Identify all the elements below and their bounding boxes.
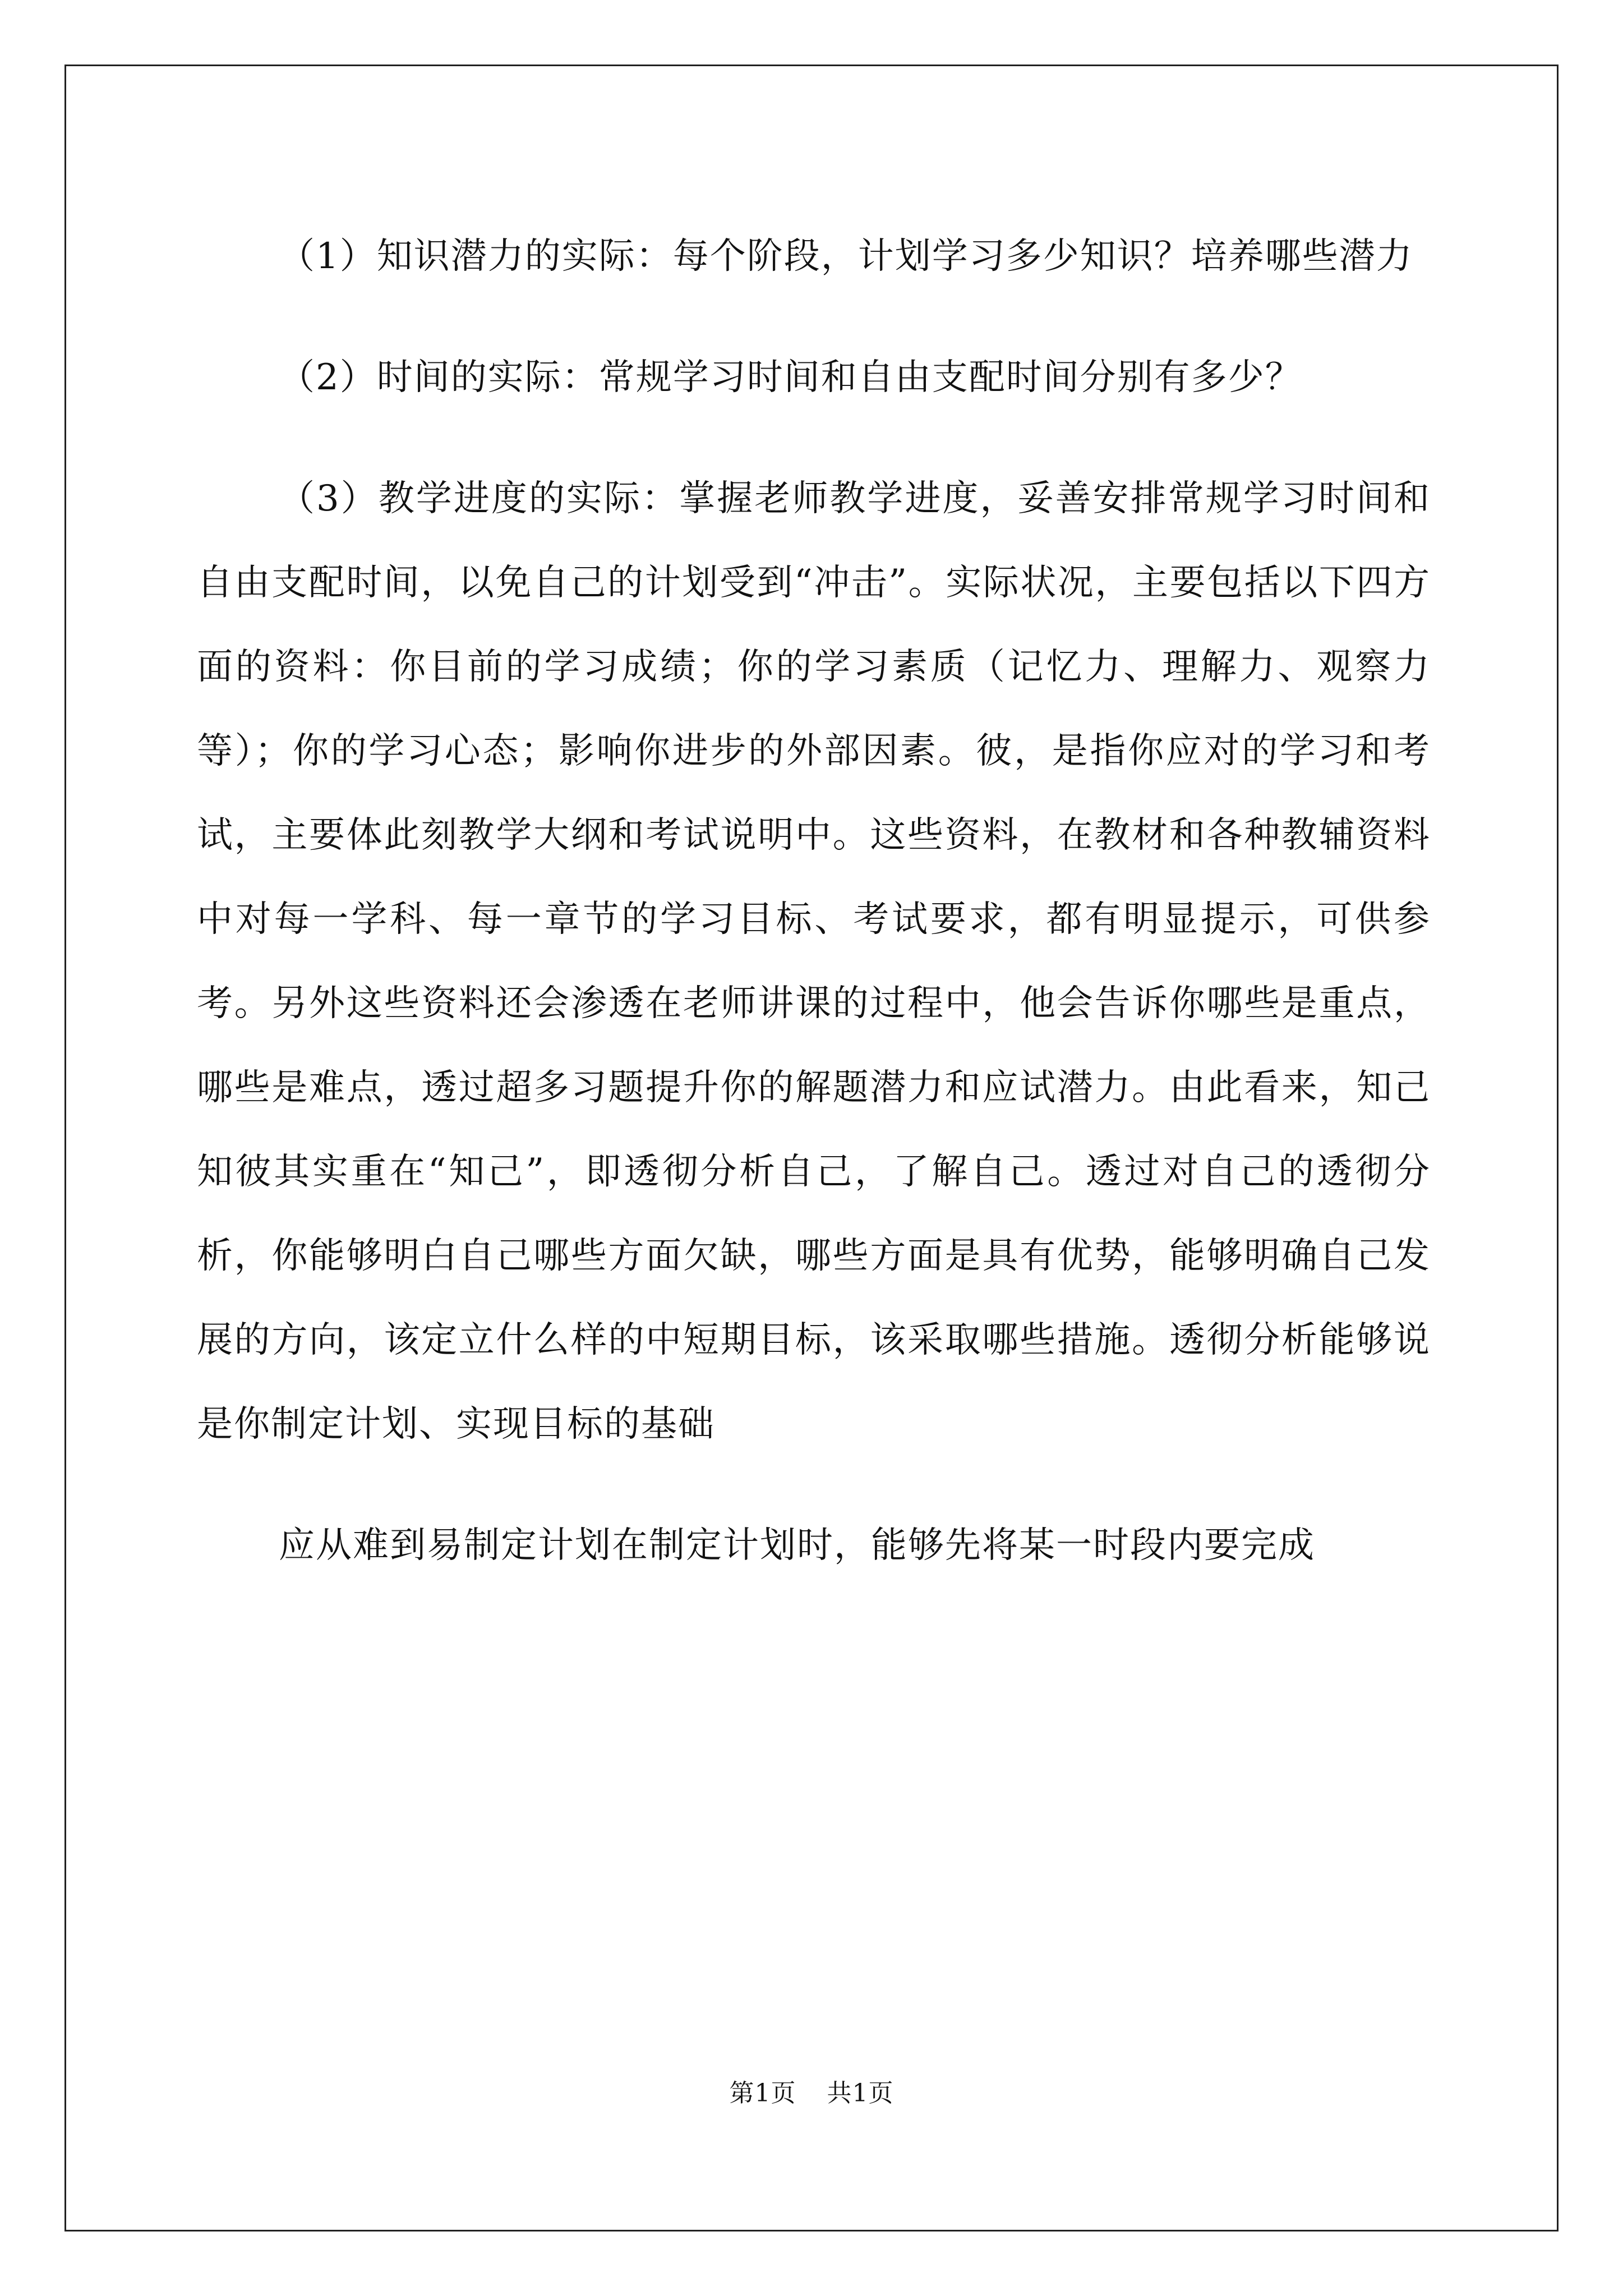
- paragraph-knowledge-ability: （1）知识潜力的实际：每个阶段，计划学习多少知识？培养哪些潜力: [279, 236, 1413, 277]
- paragraph-time: （2）时间的实际：常规学习时间和自由支配时间分别有多少？: [279, 357, 1302, 398]
- paragraph-teaching-progress: （3）教学进度的实际：掌握老师教学进度，妥善安排常规学习时间和自由支配时间，以免自己的计划受到“冲击”。实际状况，主要包括以下四方面的资料：你目前的学习成绩；你的学习素质（记忆力、理解力、观察力等）；你的学习心态；影响你进步的外部因素。彼，是指你应对的学习和考试，主要体此刻教学大纲和考试说明中。这些资料，在教材和各种教辅资料中对每一学科、每一章节的学习目标、考试要求，都有明显提示，可供参考。另外这些资料还会渗透在老师讲课的过程中，他会告诉你哪些是重点，哪些是难点，透过超多习题提升你的解题潜力和应试潜力。由此看来，知己知彼其实重在“知己”，即透彻分析自己，了解自己。透过对自己的透彻分析，你能够明白自己哪些方面欠缺，哪些方面是具有优势，能够明确自己发展的方向，该定立什么样的中短期目标，该采取哪些措施。透彻分析能够说是你制定计划、实现目标的基础: [197, 478, 1431, 1445]
- paragraph-plan-difficulty: 应从难到易制定计划在制定计划时，能够先将某一时段内要完成: [279, 1525, 1315, 1566]
- page-total: 共1页: [827, 2079, 894, 2108]
- document-body: [197, 214, 1431, 1588]
- page-footer: [0, 2077, 1623, 2110]
- page-number: 第1页: [729, 2079, 796, 2108]
